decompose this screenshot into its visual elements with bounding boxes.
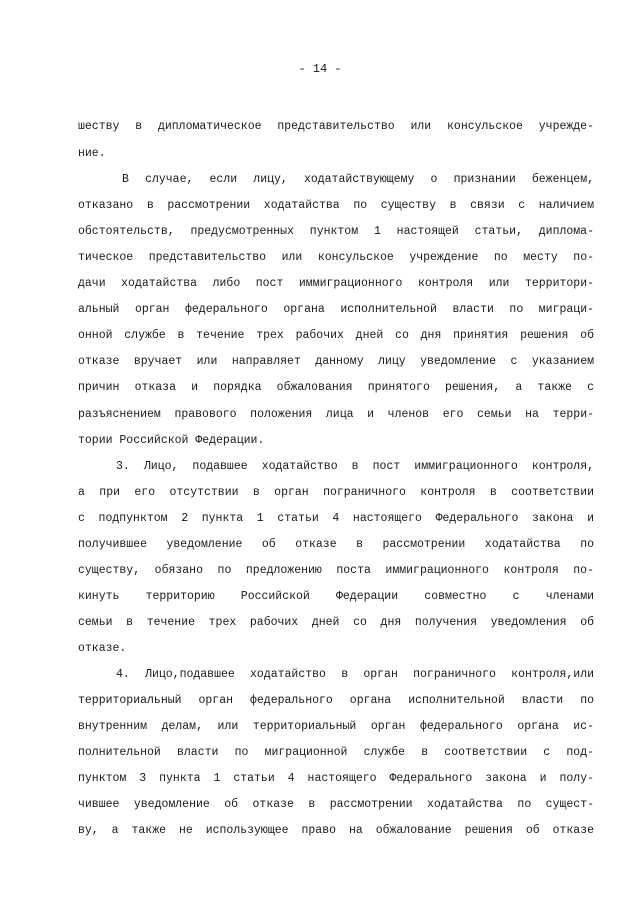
text-line: отказе вручает или направляет данному лицу уведомление с указанием: [78, 355, 594, 368]
text-line: тическое представительство или консульское учреждение по месту по-: [78, 251, 594, 264]
text-line: существу, обязано по предложению поста иммиграционного контроля по-: [78, 564, 594, 577]
text-line: внутренним делам, или территориальный орган федерального органа ис-: [78, 720, 594, 733]
text-line: семьи в течение трех рабочих дней со дня получения уведомления об: [78, 616, 594, 629]
text-line: отказе.: [78, 642, 127, 655]
text-line: онной службе в течение трех рабочих дней со дня принятия решения об: [78, 329, 594, 342]
text-line: дачи ходатайства либо пост иммиграционного контроля или территори-: [78, 277, 594, 290]
text-line: кинуть территорию Российской Федерации совместно с членами: [78, 590, 594, 603]
text-line: пунктом 3 пункта 1 статьи 4 настоящего Федерального закона и полу-: [78, 772, 594, 785]
page-number: - 14 -: [298, 62, 342, 76]
text-line: получившее уведомление об отказе в рассмотрении ходатайства по: [78, 538, 594, 551]
text-line: разъяснением правового положения лица и членов его семьи на терри-: [78, 408, 594, 421]
text-line: с подпунктом 2 пункта 1 статьи 4 настоящего Федерального закона и: [78, 512, 594, 525]
text-line: отказано в рассмотрении ходатайства по существу в связи с наличием: [78, 199, 594, 212]
text-line: ву, а также не использующее право на обжалование решения об отказе: [78, 824, 594, 837]
text-line: территориальный орган федерального органа исполнительной власти по: [78, 694, 594, 707]
text-line: чившее уведомление об отказе в рассмотрении ходатайства по сущест-: [78, 798, 594, 811]
paragraph-first-line: В случае, если лицу, ходатайствующему о признании беженцем,: [122, 173, 594, 186]
text-line: ние.: [78, 147, 106, 160]
text-line: причин отказа и порядка обжалования принятого решения, а также с: [78, 381, 594, 394]
text-line: обстоятельств, предусмотренных пунктом 1 настоящей статьи, диплома-: [78, 225, 594, 238]
text-line: шеству в дипломатическое представительство или консульское учрежде-: [78, 120, 594, 133]
text-line: тории Российской Федерации.: [78, 434, 265, 447]
paragraph-first-line: 3. Лицо, подавшее ходатайство в пост иммиграционного контроля,: [116, 460, 594, 473]
text-line: полнительной власти по миграционной службе в соответствии с под-: [78, 746, 594, 759]
paragraph-first-line: 4. Лицо,подавшее ходатайство в орган пограничного контроля,или: [116, 668, 594, 681]
text-line: а при его отсутствии в орган пограничного контроля в соответствии: [78, 486, 594, 499]
text-line: альный орган федерального органа исполнительной власти по миграци-: [78, 303, 594, 316]
